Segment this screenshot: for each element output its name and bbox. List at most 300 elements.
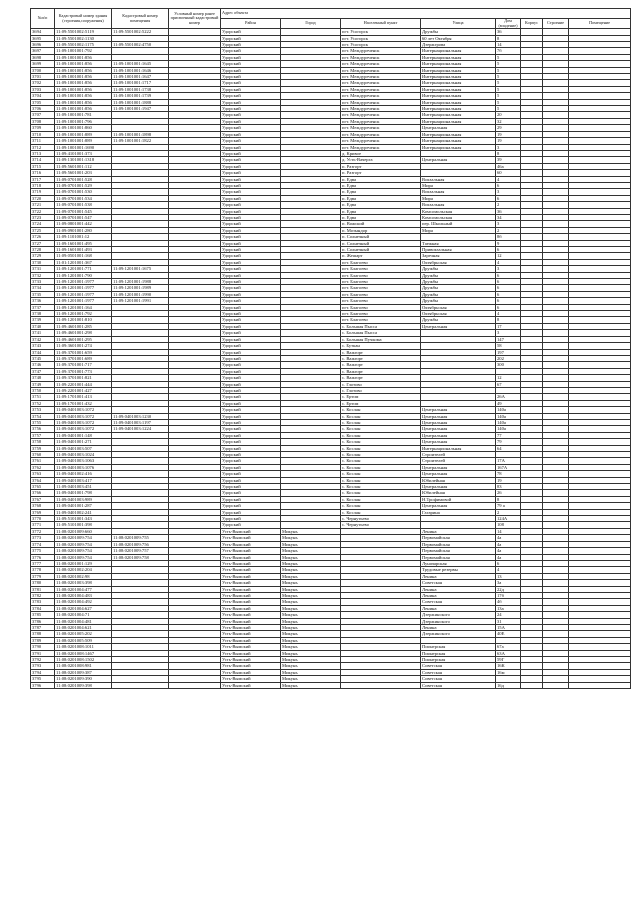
cadastral-building-cell: 11:09:5101001:398: [55, 522, 112, 528]
cadastral-building-cell: 11:09:1201001:1977: [55, 291, 112, 297]
house-cell: 26: [496, 490, 521, 496]
cadastral-building-cell: 11:09:2201001:427: [55, 387, 112, 393]
district-cell: Удорский: [221, 400, 281, 406]
settlement-cell: пгт. Междуреченск: [341, 61, 421, 67]
district-cell: Удорский: [221, 125, 281, 131]
district-cell: Удорский: [221, 349, 281, 355]
street-cell: Ленина: [421, 592, 496, 598]
street-cell: Вокзальная: [421, 189, 496, 195]
street-cell: Ленина: [421, 528, 496, 534]
district-cell: Удорский: [221, 426, 281, 432]
row-number-cell: 3768: [31, 503, 55, 509]
settlement-cell: пгт. Междуреченск: [341, 112, 421, 118]
house-cell: 7б: [496, 48, 521, 54]
street-cell: Вокзальная: [421, 176, 496, 182]
house-cell: 167А: [496, 464, 521, 470]
house-cell: 8: [496, 496, 521, 502]
street-cell: Интернациональная: [421, 131, 496, 137]
city-cell: Микунь: [281, 599, 341, 605]
row-number-cell: 3712: [31, 144, 55, 150]
settlement-cell: с. Кослан: [341, 464, 421, 470]
district-cell: Усть-Вымский: [221, 586, 281, 592]
district-cell: Удорский: [221, 452, 281, 458]
row-number-cell: 3793: [31, 663, 55, 669]
district-cell: Удорский: [221, 394, 281, 400]
street-cell: Дружбы: [421, 272, 496, 278]
city-cell: Микунь: [281, 669, 341, 675]
cadastral-building-cell: 11:08:0201008:1011: [55, 644, 112, 650]
house-cell: 17б: [496, 592, 521, 598]
row-number-cell: 3710: [31, 131, 55, 137]
cadastral-building-cell: 11:08:0201004:483: [55, 592, 112, 598]
row-number-cell: 3735: [31, 291, 55, 297]
district-cell: Удорский: [221, 163, 281, 169]
district-cell: Удорский: [221, 176, 281, 182]
district-cell: Усть-Вымский: [221, 644, 281, 650]
settlement-cell: п. Едва: [341, 176, 421, 182]
district-cell: Удорский: [221, 86, 281, 92]
district-cell: Удорский: [221, 138, 281, 144]
cadastral-building-cell: 11:09:0901001:280: [55, 227, 112, 233]
settlement-cell: с. Кослан: [341, 419, 421, 425]
cadastral-building-cell: 11:09:0401002:241: [55, 509, 112, 515]
cadastral-room-cell: 11:09:1001001:1738: [112, 86, 169, 92]
house-cell: 147: [496, 336, 521, 342]
district-cell: Удорский: [221, 343, 281, 349]
cadastral-building-cell: 11:08:0201009:398: [55, 682, 112, 688]
row-number-cell: 3707: [31, 112, 55, 118]
cadastral-building-cell: 11:09:0701001:538: [55, 202, 112, 208]
row-number-cell: 3750: [31, 387, 55, 393]
row-number-cell: 3789: [31, 637, 55, 643]
house-cell: 2: [496, 202, 521, 208]
row-number-cell: 3739: [31, 317, 55, 323]
row-number-cell: 3762: [31, 464, 55, 470]
district-cell: Усть-Вымский: [221, 631, 281, 637]
row-number-cell: 3706: [31, 106, 55, 112]
house-cell: 197: [496, 349, 521, 355]
district-cell: Удорский: [221, 112, 281, 118]
street-cell: Пионерская: [421, 650, 496, 656]
row-number-cell: 3725: [31, 227, 55, 233]
city-cell: Микунь: [281, 644, 341, 650]
district-cell: Удорский: [221, 291, 281, 297]
row-number-cell: 3746: [31, 362, 55, 368]
row-number-cell: 3794: [31, 669, 55, 675]
row-number-cell: 3704: [31, 93, 55, 99]
header-num: №п/п: [31, 9, 55, 29]
row-number-cell: 3791: [31, 650, 55, 656]
row-number-cell: 3708: [31, 118, 55, 124]
table-row: [31, 682, 631, 688]
district-cell: Усть-Вымский: [221, 663, 281, 669]
district-cell: Удорский: [221, 214, 281, 220]
settlement-cell: пгт. Благоево: [341, 304, 421, 310]
house-cell: 20: [496, 112, 521, 118]
cadastral-building-cell: 11:08:0201008:981: [55, 663, 112, 669]
street-cell: Дружбы: [421, 279, 496, 285]
house-cell: 67а: [496, 644, 521, 650]
street-cell: Интернациональная: [421, 106, 496, 112]
settlement-cell: с. Кослан: [341, 490, 421, 496]
settlement-cell: с. Кослан: [341, 426, 421, 432]
settlement-cell: с. Большая Пысса: [341, 330, 421, 336]
cadastral-room-cell: 11:09:1001001:1645: [112, 61, 169, 67]
house-cell: 6: [496, 195, 521, 201]
city-cell: Микунь: [281, 541, 341, 547]
row-number-cell: 3699: [31, 61, 55, 67]
settlement-cell: пгт. Междуреченск: [341, 48, 421, 54]
district-cell: Усть-Вымский: [221, 548, 281, 554]
house-cell: 31: [496, 618, 521, 624]
street-cell: Интернациональная: [421, 445, 496, 451]
house-cell: 140а: [496, 419, 521, 425]
house-cell: 4а: [496, 548, 521, 554]
cadastral-building-cell: 11:09:0701001:547: [55, 214, 112, 220]
city-cell: Микунь: [281, 573, 341, 579]
cadastral-building-cell: 11:08:0201009:387: [55, 669, 112, 675]
row-number-cell: 3785: [31, 612, 55, 618]
house-cell: 40Е: [496, 631, 521, 637]
cadastral-room-cell: 11:08:0201009:757: [112, 548, 169, 554]
house-cell: 5: [496, 86, 521, 92]
city-cell: Микунь: [281, 528, 341, 534]
district-cell: Удорский: [221, 311, 281, 317]
city-cell: Микунь: [281, 637, 341, 643]
row-number-cell: 3714: [31, 157, 55, 163]
cadastral-building-cell: 11:09:1001001:856: [55, 54, 112, 60]
district-cell: Усть-Вымский: [221, 592, 281, 598]
row-number-cell: 3756: [31, 426, 55, 432]
house-cell: 19: [496, 138, 521, 144]
cadastral-building-cell: 11:09:0401003:1063: [55, 458, 112, 464]
cadastral-building-cell: 11:08:0201009:754: [55, 548, 112, 554]
street-cell: Интернациональная: [421, 99, 496, 105]
row-number-cell: 3734: [31, 285, 55, 291]
street-cell: Интернациональная: [421, 138, 496, 144]
registry-table: [30, 8, 631, 689]
city-cell: Микунь: [281, 618, 341, 624]
cadastral-building-cell: 11:09:1601001:493: [55, 247, 112, 253]
cadastral-building-cell: 11:09:4601001:298: [55, 330, 112, 336]
cadastral-building-cell: 11:09:1201001:1977: [55, 279, 112, 285]
row-number-cell: 3782: [31, 592, 55, 598]
street-cell: Гагарина: [421, 509, 496, 515]
street-cell: 60 лет Октября: [421, 35, 496, 41]
cadastral-building-cell: 11:09:1101001:12: [55, 234, 112, 240]
district-cell: Усть-Вымский: [221, 560, 281, 566]
row-number-cell: 3796: [31, 682, 55, 688]
cadastral-building-cell: 11:09:0801001:442: [55, 221, 112, 227]
house-cell: 13а: [496, 605, 521, 611]
cadastral-building-cell: 11:09:4101001:373: [55, 150, 112, 156]
row-number-cell: 3695: [31, 35, 55, 41]
house-cell: 108: [496, 522, 521, 528]
row-number-cell: 3711: [31, 138, 55, 144]
row-number-cell: 3774: [31, 541, 55, 547]
cadastral-building-cell: 11:09:5501002:5119: [55, 29, 112, 35]
city-cell: Микунь: [281, 548, 341, 554]
cadastral-building-cell: 11:08:0201009:390: [55, 676, 112, 682]
street-cell: Интернациональная: [421, 61, 496, 67]
cadastral-building-cell: 11:08:0201004:477: [55, 586, 112, 592]
row-number-cell: 3740: [31, 323, 55, 329]
street-cell: Советская: [421, 669, 496, 675]
header-room: Помещение: [569, 19, 631, 29]
cadastral-building-cell: 11:09:0401002:416: [55, 471, 112, 477]
row-number-cell: 3758: [31, 439, 55, 445]
conditional-number-cell: [169, 682, 221, 688]
street-cell: Дружбы: [421, 291, 496, 297]
row-number-cell: 3731: [31, 266, 55, 272]
district-cell: Удорский: [221, 144, 281, 150]
house-cell: 77: [496, 432, 521, 438]
district-cell: Усть-Вымский: [221, 605, 281, 611]
house-cell: 19: [496, 477, 521, 483]
district-cell: Удорский: [221, 48, 281, 54]
city-cell: Микунь: [281, 657, 341, 663]
row-number-cell: 3716: [31, 170, 55, 176]
row-number-cell: 3741: [31, 330, 55, 336]
header-corpus: Корпус: [521, 19, 543, 29]
row-number-cell: 3709: [31, 125, 55, 131]
row-number-cell: 3788: [31, 631, 55, 637]
cadastral-building-cell: 11:09:1001001:856: [55, 86, 112, 92]
street-cell: Дзержинского: [421, 631, 496, 637]
house-cell: 5: [496, 80, 521, 86]
cadastral-room-cell: 11:08:0201009:756: [112, 541, 169, 547]
settlement-cell: п. Едва: [341, 214, 421, 220]
house-cell: 4а: [496, 554, 521, 560]
district-cell: Удорский: [221, 317, 281, 323]
settlement-cell: с. Большая Пысса: [341, 323, 421, 329]
row-number-cell: 3723: [31, 214, 55, 220]
cadastral-building-cell: 11:09:1001001:856: [55, 80, 112, 86]
cadastral-building-cell: 11:09:5101001:343: [55, 516, 112, 522]
house-cell: 5: [496, 67, 521, 73]
settlement-cell: п. Жешарт: [341, 253, 421, 259]
settlement-cell: с. Важгорт: [341, 375, 421, 381]
street-cell: Мира: [421, 182, 496, 188]
settlement-cell: п. Едва: [341, 182, 421, 188]
cadastral-building-cell: 11:09:1001001:860: [55, 125, 112, 131]
row-number-cell: 3757: [31, 432, 55, 438]
house-cell: 140а: [496, 413, 521, 419]
district-cell: Удорский: [221, 419, 281, 425]
city-cell: Микунь: [281, 592, 341, 598]
street-cell: пер. Школьный: [421, 221, 496, 227]
district-cell: Удорский: [221, 99, 281, 105]
row-number-cell: 3702: [31, 80, 55, 86]
house-cell: 49: [496, 400, 521, 406]
street-cell: Первомайская: [421, 541, 496, 547]
cadastral-building-cell: 11:09:0401003:1072: [55, 407, 112, 413]
district-cell: Усть-Вымский: [221, 567, 281, 573]
street-cell: Центральная: [421, 426, 496, 432]
row-number-cell: 3733: [31, 279, 55, 285]
city-cell: Микунь: [281, 650, 341, 656]
cadastral-building-cell: 11:09:3701001:821: [55, 375, 112, 381]
street-cell: Комсомольская: [421, 208, 496, 214]
cadastral-room-cell: 11:09:5501002:5222: [112, 29, 169, 35]
row-number-cell: 3790: [31, 644, 55, 650]
district-cell: Усть-Вымский: [221, 535, 281, 541]
house-cell: 12: [496, 253, 521, 259]
row-number-cell: 3703: [31, 86, 55, 92]
house-cell: 6: [496, 272, 521, 278]
cadastral-room-cell: 11:09:1001001:1947: [112, 106, 169, 112]
street-cell: Интернациональная: [421, 144, 496, 150]
header-district: Район: [221, 19, 281, 29]
row-number-cell: 3761: [31, 458, 55, 464]
city-cell: Микунь: [281, 580, 341, 586]
district-cell: Удорский: [221, 240, 281, 246]
settlement-cell: п. Разгорт: [341, 163, 421, 169]
district-cell: Удорский: [221, 259, 281, 265]
district-cell: Удорский: [221, 29, 281, 35]
district-cell: Удорский: [221, 362, 281, 368]
cadastral-building-cell: 11:09:1701001:432: [55, 400, 112, 406]
house-cell: 24: [496, 612, 521, 618]
district-cell: Усть-Вымский: [221, 676, 281, 682]
cadastral-room-cell: 11:08:0201009:755: [112, 535, 169, 541]
street-cell: Первомайская: [421, 535, 496, 541]
house-cell: 202: [496, 355, 521, 361]
street-cell: Центральная: [421, 439, 496, 445]
cadastral-building-cell: 11:09:0701001:529: [55, 182, 112, 188]
street-cell: Дзержинского: [421, 618, 496, 624]
row-number-cell: 3732: [31, 272, 55, 278]
street-cell: Заречная: [421, 253, 496, 259]
house-cell: 6: [496, 298, 521, 304]
house-cell: 32: [496, 118, 521, 124]
row-number-cell: 3748: [31, 375, 55, 381]
district-cell: Удорский: [221, 464, 281, 470]
cadastral-building-cell: 11:09:1001001:792: [55, 48, 112, 54]
cadastral-building-cell: 11:01:1201001:367: [55, 259, 112, 265]
cadastral-building-cell: 11:09:0401001:798: [55, 490, 112, 496]
cadastral-room-cell: 11:09:1001001:1647: [112, 74, 169, 80]
house-cell: 4: [496, 259, 521, 265]
street-cell: Советская: [421, 580, 496, 586]
settlement-cell: п. Едва: [341, 189, 421, 195]
cadastral-room-cell: 11:09:1001001:1888: [112, 99, 169, 105]
district-cell: Удорский: [221, 80, 281, 86]
house-cell: 36: [496, 208, 521, 214]
row-number-cell: 3772: [31, 528, 55, 534]
street-cell: Интернациональная: [421, 74, 496, 80]
building-cell: [543, 682, 569, 688]
cadastral-building-cell: 11:09:0401001:148: [55, 432, 112, 438]
settlement-cell: пгт. Междуреченск: [341, 80, 421, 86]
street-cell: Пионерская: [421, 657, 496, 663]
city-cell: Микунь: [281, 676, 341, 682]
cadastral-building-cell: 11:09:1001001:856: [55, 93, 112, 99]
cadastral-room-cell: 11:09:1201001:1988: [112, 279, 169, 285]
house-cell: 4б: [496, 599, 521, 605]
row-number-cell: 3724: [31, 221, 55, 227]
house-cell: 79 а: [496, 503, 521, 509]
cadastral-building-cell: 11:09:0401003:1076: [55, 464, 112, 470]
house-cell: 4: [496, 311, 521, 317]
street-cell: Вокзальная: [421, 202, 496, 208]
house-cell: 60: [496, 170, 521, 176]
house-cell: 300: [496, 362, 521, 368]
cadastral-building-cell: 11:09:1201001:810: [55, 317, 112, 323]
district-cell: Усть-Вымский: [221, 573, 281, 579]
street-cell: Центральная: [421, 464, 496, 470]
settlement-cell: п. Едва: [341, 208, 421, 214]
cadastral-building-cell: 11:09:1301001:1318: [55, 157, 112, 163]
house-cell: 3: [496, 266, 521, 272]
cadastral-room-cell: 11:09:1001001:1646: [112, 67, 169, 73]
district-cell: Удорский: [221, 227, 281, 233]
cadastral-building-cell: 11:08:0201005:202: [55, 631, 112, 637]
cadastral-building-cell: 11:08:0201009:754: [55, 541, 112, 547]
row-number-cell: 3767: [31, 496, 55, 502]
row-number-cell: 3792: [31, 657, 55, 663]
city-cell: Микунь: [281, 554, 341, 560]
house-cell: 58: [496, 343, 521, 349]
row-number-cell: 3719: [31, 189, 55, 195]
cadastral-building-cell: 11:08:0201009:660: [55, 528, 112, 534]
house-cell: 4а: [496, 541, 521, 547]
district-cell: Удорский: [221, 247, 281, 253]
settlement-cell: с. Ертом: [341, 394, 421, 400]
cadastral-building-cell: 11:09:2201001:444: [55, 381, 112, 387]
cadastral-building-cell: 11:09:1201001:792: [55, 311, 112, 317]
corpus-cell: [521, 682, 543, 688]
row-number-cell: 3780: [31, 580, 55, 586]
row-number-cell: 3701: [31, 74, 55, 80]
house-cell: 2: [496, 509, 521, 515]
district-cell: Удорский: [221, 208, 281, 214]
cadastral-building-cell: 11:09:0701001:534: [55, 195, 112, 201]
row-number-cell: 3745: [31, 355, 55, 361]
settlement-cell: п. Вожский: [341, 221, 421, 227]
street-cell: Трудовые резервы: [421, 567, 496, 573]
house-cell: 5: [496, 93, 521, 99]
cadastral-room-cell: 11:08:0201009:758: [112, 554, 169, 560]
house-cell: 17: [496, 323, 521, 329]
street-cell: Комсомольская: [421, 214, 496, 220]
settlement-cell: с. Кослан: [341, 432, 421, 438]
house-cell: 4а: [496, 535, 521, 541]
street-cell: Центральная: [421, 419, 496, 425]
district-cell: Удорский: [221, 368, 281, 374]
cadastral-building-cell: 11:09:0701001:545: [55, 208, 112, 214]
settlement-cell: пгт. Усогорск: [341, 35, 421, 41]
settlement-cell: пгт. Междуреченск: [341, 86, 421, 92]
cadastral-room-cell: 11:09:1201001:1990: [112, 291, 169, 297]
row-number-cell: 3721: [31, 202, 55, 208]
settlement-cell: п. Солнечный: [341, 234, 421, 240]
city-cell: Микунь: [281, 535, 341, 541]
header-street: Улица: [421, 19, 496, 29]
district-cell: Удорский: [221, 285, 281, 291]
house-cell: 29: [496, 125, 521, 131]
header-house: Дом (владение): [496, 19, 521, 29]
cadastral-room-cell: 11:09:0401003:1230: [112, 413, 169, 419]
house-cell: 17А: [496, 458, 521, 464]
house-cell: 12: [496, 375, 521, 381]
house-cell: 9: [496, 240, 521, 246]
street-cell: Дружбы: [421, 317, 496, 323]
street-cell: Юбилейная: [421, 477, 496, 483]
district-cell: Усть-Вымский: [221, 682, 281, 688]
district-cell: Удорский: [221, 375, 281, 381]
settlement-cell: пгт. Междуреченск: [341, 74, 421, 80]
